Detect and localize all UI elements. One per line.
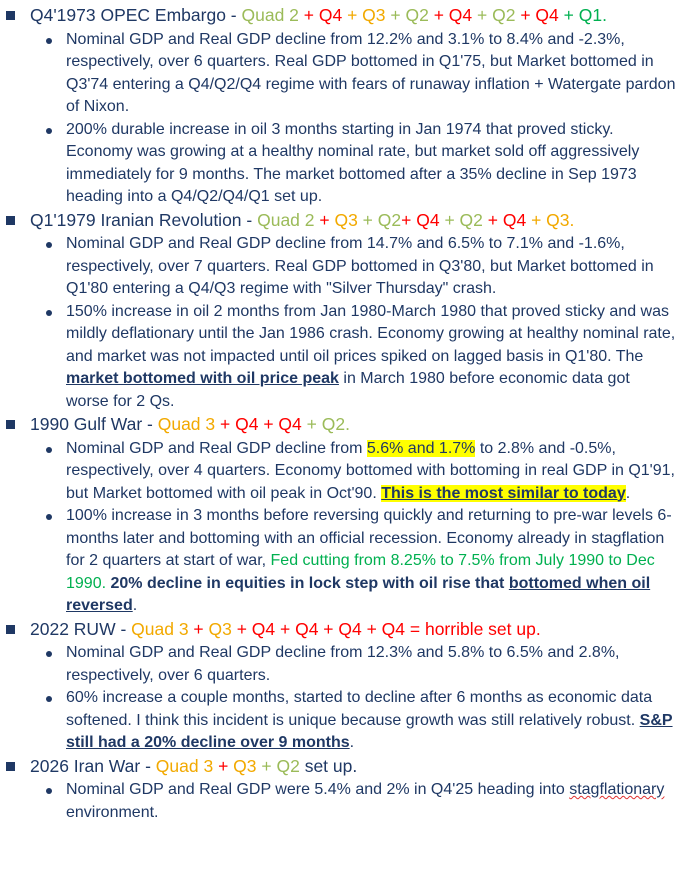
text-run: 60% increase a couple months, started to decline after 6 months as economic data softened. I think this incident is unique because growth was still relatively robust. [66, 689, 653, 729]
text-run: environment. [66, 803, 159, 821]
text-run: Nominal GDP and Real GDP decline from 12.3% and 5.8% to 6.5% and 2.8%, respectively, over 6 quarters. [66, 644, 620, 684]
round-bullet-icon [46, 696, 52, 702]
quad-sequence-run: Quad 2 [241, 5, 299, 25]
quad-sequence-run: Q2 [377, 209, 402, 230]
round-bullet-icon [46, 514, 52, 520]
text-run: S&P still had a 20% decline over 9 months [66, 711, 673, 751]
quad-sequence-run: Q3 [362, 5, 386, 25]
quad-sequence-run: Q1 [578, 5, 603, 25]
quad-sequence-run: + [188, 618, 209, 639]
quad-sequence-run: + [482, 209, 503, 230]
quad-sequence-run: . [602, 5, 607, 25]
quad-sequence-run: Q2 [459, 209, 483, 230]
quad-sequence-run: + [515, 5, 536, 25]
text-run: 100% increase in 3 months before reversing quickly and returning to pre-war levels 6-months later and bottoming with an official recession. Economy already in stagflation for 2 quarters at start of war, [66, 507, 672, 569]
text-run: 150% increase in oil 2 months from Jan 1980-March 1980 that proved sticky and was mildly deflationary until the Jan 1986 crash. Economy growing at healthy nominal rate, and market was not impacted until oil prices spiked on lagged basis in Q1'80. The [66, 302, 676, 365]
quad-sequence-run: Q4 [448, 5, 473, 25]
text-run: 5.6% and 1.7% [366, 439, 476, 457]
quad-sequence-run: Q3 [334, 209, 358, 230]
section-heading [0, 413, 686, 438]
square-bullet-icon [6, 420, 15, 429]
text-run: Nominal GDP and Real GDP decline from 12.2% and 3.1% to 8.4% and -2.3%, respectively, over 6 quarters. Real GDP bottomed in Q1'75, but Market bottomed in Q3'74 entering a Q4/Q2/Q4 regime with fears of runaway inflation + Watergate pardon of Nixon. [66, 30, 676, 115]
square-bullet-icon [6, 625, 15, 634]
quad-sequence-run: + [258, 414, 279, 434]
bullet-point [0, 505, 686, 618]
text-run: market bottomed with oil price peak [66, 370, 339, 387]
quad-sequence-run: Quad 3 [155, 755, 214, 776]
section-title-text: Q4'1973 OPEC Embargo - [30, 5, 242, 25]
quad-sequence-run: Q2 [405, 5, 429, 25]
quad-sequence-run: Q2. [321, 414, 350, 434]
quad-sequence-run: + [385, 5, 406, 25]
text-run: 200% durable increase in oil 3 months starting in Jan 1974 that proved sticky. Economy was growing at a healthy nominal rate, but market sold off aggressively immediately for 9 months. The market bottomed after a 35% decline in Sep 1973 heading into a Q4/Q2/Q4/Q1 set up. [66, 120, 640, 205]
section-heading [0, 209, 686, 234]
section-title [30, 756, 357, 776]
quad-sequence-run: Q3. [546, 209, 575, 230]
quad-sequence-run: + [215, 414, 236, 434]
section-title-text: 2026 Iran War - [30, 755, 156, 776]
text-run: This is the most similar to today [381, 484, 626, 502]
quad-sequence-run: + [357, 209, 378, 230]
quad-sequence-run: Q3 [233, 755, 257, 776]
quad-sequence-run: + [256, 755, 277, 776]
bullet-point [0, 119, 686, 209]
quad-sequence-run: + [428, 5, 449, 25]
quad-sequence-run: Q4 [416, 209, 440, 230]
round-bullet-icon [46, 310, 52, 316]
quad-sequence-run: + [213, 755, 234, 776]
section-title-text: 1990 Gulf War - [30, 414, 158, 434]
text-run: Nominal GDP and Real GDP decline from 14.7% and 6.5% to 7.1% and -1.6%, respectively, over 7 quarters. Real GDP bottomed in Q3'80, but Market bottomed in Q1'80 entering a Q4/Q3 regime with "Silver Thursday" crash. [66, 235, 654, 297]
quad-sequence-run: Quad 3 [131, 618, 189, 639]
section-title-text: 2022 RUW - [30, 618, 132, 639]
text-run: in March 1980 before economic data got worse for 2 Qs. [66, 370, 630, 410]
round-bullet-icon [46, 38, 52, 44]
quad-sequence-run: + [401, 209, 417, 230]
round-bullet-icon [46, 128, 52, 134]
section-title-text: Q1'1979 Iranian Revolution - [30, 209, 258, 230]
quad-sequence-run: Q2 [276, 755, 300, 776]
quad-sequence-run: Q4 [318, 5, 343, 25]
text-run: . [349, 734, 355, 751]
square-bullet-icon [6, 216, 15, 225]
section-title [30, 210, 574, 230]
bullet-point [0, 301, 686, 414]
section-heading [0, 755, 686, 780]
text-run: Nominal GDP and Real GDP decline from [66, 439, 367, 457]
text-run: stagflationary [569, 781, 665, 798]
quad-sequence-run: Q4 [502, 209, 527, 230]
text-run: Fed cutting from 8.25% to 7.5% from July 1990 to Dec 1990. [66, 552, 655, 592]
section-heading [0, 618, 686, 643]
bullet-point [0, 233, 686, 301]
quad-sequence-run: + [558, 5, 579, 25]
bullet-point [0, 779, 686, 824]
quad-sequence-run: + [472, 5, 493, 25]
round-bullet-icon [46, 447, 52, 453]
text-run: . [625, 484, 631, 502]
bullet-point [0, 438, 686, 506]
text-run: to 2.8% and -0.5%, respectively, over 4 quarters. Economy bottomed with bottoming in real GDP in Q1'91, but Market bottomed with oil peak in Oct'90. [66, 439, 675, 502]
square-bullet-icon [6, 11, 15, 20]
quad-sequence-run: Q4 [235, 414, 259, 434]
square-bullet-icon [6, 762, 15, 771]
section-title [30, 5, 607, 25]
quad-sequence-run: Q3 [208, 618, 232, 639]
quad-sequence-run: set up. [299, 755, 358, 776]
quad-sequence-run: Q4 [535, 5, 559, 25]
text-run: bottomed when oil reversed [66, 574, 651, 614]
round-bullet-icon [46, 788, 52, 794]
text-run: 20% decline in equities in lock step with oil rise that [110, 574, 509, 592]
round-bullet-icon [46, 242, 52, 248]
bullet-point [0, 642, 686, 687]
quad-sequence-run: + [298, 5, 319, 25]
section-title [30, 619, 541, 639]
quad-sequence-run: Q2 [492, 5, 516, 25]
round-bullet-icon [46, 651, 52, 657]
quad-sequence-run: + Q4 + Q4 + Q4 + Q4 = horrible set up. [231, 618, 541, 639]
quad-sequence-run: + [314, 209, 335, 230]
bullet-point [0, 29, 686, 119]
text-run: . [132, 597, 138, 614]
text-run: Nominal GDP and Real GDP were 5.4% and 2% in Q4'25 heading into [66, 781, 570, 798]
quad-sequence-run: + [526, 209, 547, 230]
quad-sequence-run: Quad 3 [157, 414, 216, 434]
quad-sequence-run: + [342, 5, 363, 25]
quad-sequence-run: + [301, 414, 322, 434]
quad-sequence-run: Quad 2 [257, 209, 315, 230]
bullet-point [0, 687, 686, 755]
section-title [30, 414, 350, 434]
quad-sequence-run: Q4 [278, 414, 302, 434]
quad-sequence-run: + [439, 209, 460, 230]
section-heading [0, 4, 686, 29]
